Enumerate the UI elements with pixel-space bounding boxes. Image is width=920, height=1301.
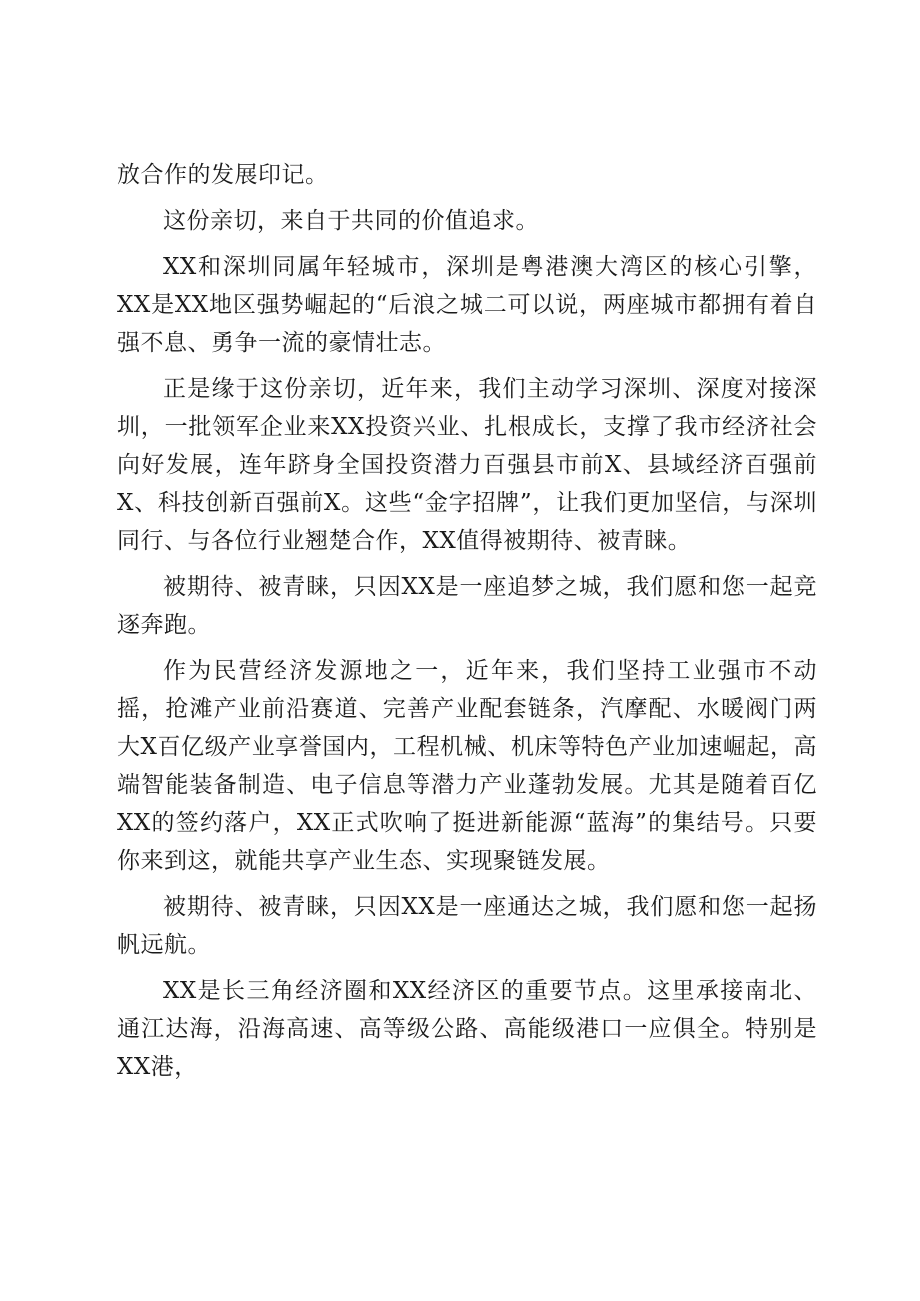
- paragraph-4: 正是缘于这份亲切，近年来，我们主动学习深圳、深度对接深圳，一批领军企业来XX投资兴业、扎根成长，支撑了我市经济社会向好发展，连年跻身全国投资潜力百强县市前X、县域经济百强前X、科技创新百强前X。这些“金字招牌”，让我们更加坚信，与深圳同行、与各位行业翘楚合作，XX值得被期待、被青睐。: [117, 376, 817, 554]
- paragraph-1: 放合作的发展印记。: [117, 162, 329, 188]
- paragraph-2: 这份亲切，来自于共同的价值追求。: [163, 208, 539, 234]
- paragraph-5: 被期待、被青睐，只因XX是一座追梦之城，我们愿和您一起竞逐奔跑。: [117, 574, 817, 638]
- paragraph-8: XX是长三角经济圈和XX经济区的重要节点。这里承接南北、通江达海，沿海高速、高等级公路、高能级港口一应俱全。特别是XX港，: [117, 978, 817, 1080]
- paragraph-7: 被期待、被青睐，只因XX是一座通达之城，我们愿和您一起扬帆远航。: [117, 894, 817, 958]
- paragraph-6: 作为民营经济发源地之一，近年来，我们坚持工业强市不动摇，抢滩产业前沿赛道、完善产业配套链条，汽摩配、水暖阀门两大X百亿级产业享誉国内，工程机械、机床等特色产业加速崛起，高端智能装备制造、电子信息等潜力产业蓬勃发展。尤其是随着百亿XX的签约落户，XX正式吹响了挺进新能源“蓝海”的集结号。只要你来到这，就能共享产业生态、实现聚链发展。: [117, 658, 817, 874]
- paragraph-3: XX和深圳同属年轻城市，深圳是粤港澳大湾区的核心引擎，XX是XX地区强势崛起的“后浪之城二可以说，两座城市都拥有着自强不息、勇争一流的豪情壮志。: [117, 254, 817, 356]
- document-body: [117, 156, 817, 1094]
